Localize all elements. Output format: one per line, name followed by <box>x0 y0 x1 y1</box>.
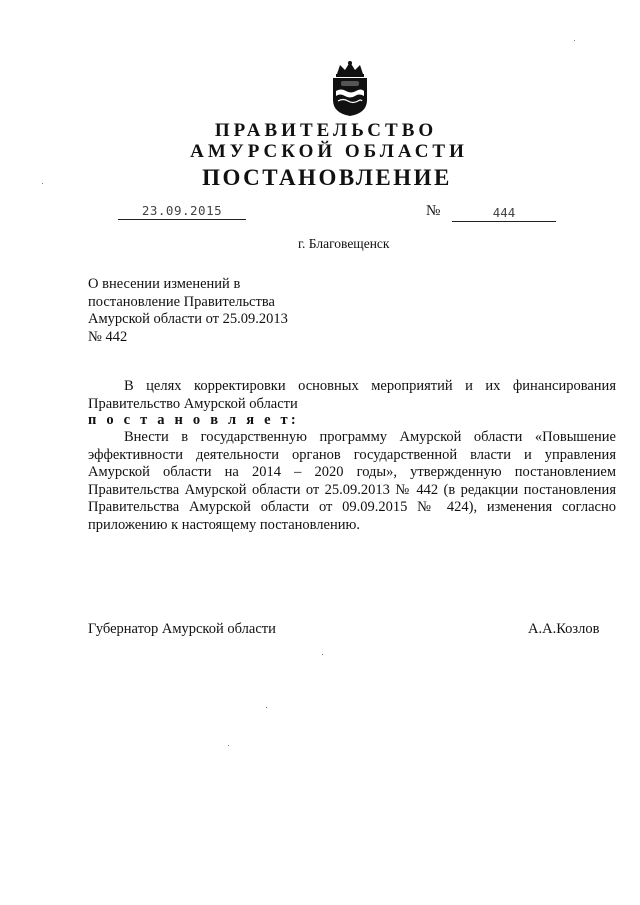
decree-keyword: п о с т а н о в л я е т: <box>88 412 299 428</box>
coat-of-arms-icon <box>327 60 373 118</box>
preamble-paragraph: В целях корректировки основных мероприятий и их финансирования Правительство Амурской области <box>88 378 616 412</box>
subject-line: № 442 <box>88 328 128 345</box>
subject-line: Амурской области от 25.09.2013 <box>88 311 288 327</box>
region-title: АМУРСКОЙ ОБЛАСТИ <box>190 141 468 162</box>
subject-line: постановление Правительства <box>88 293 275 310</box>
scan-speck <box>322 654 323 655</box>
resolution-paragraph: Внести в государственную программу Амурской области «Повышение эффективности деятельности органов государственной власти и управления Амурской области на 2014 – 2020 годы», утвержденную постановлением Правительства Амурской области от 25.09.2013 № 442 (в редакции постановления Правительства Амурской области от 09.09.2015 № 424), изменения согласно приложению к настоящему постановлению. <box>88 429 616 533</box>
scan-speck <box>266 707 267 708</box>
scan-speck <box>228 745 229 746</box>
document-date: 23.09.2015 <box>118 203 246 220</box>
document-number: 444 <box>452 205 556 222</box>
government-title: ПРАВИТЕЛЬСТВО <box>214 120 438 141</box>
signatory-title: Губернатор Амурской области <box>88 621 276 637</box>
subject-line: О внесении изменений в <box>88 276 241 292</box>
signatory-name: А.А.Козлов <box>528 621 600 637</box>
document-type-title: ПОСТАНОВЛЕНИЕ <box>202 165 452 190</box>
document-subject <box>88 276 328 346</box>
city-line: г. Благовещенск <box>298 236 390 251</box>
scan-speck <box>42 183 43 184</box>
scan-speck <box>574 40 575 41</box>
number-label: № <box>426 203 441 219</box>
